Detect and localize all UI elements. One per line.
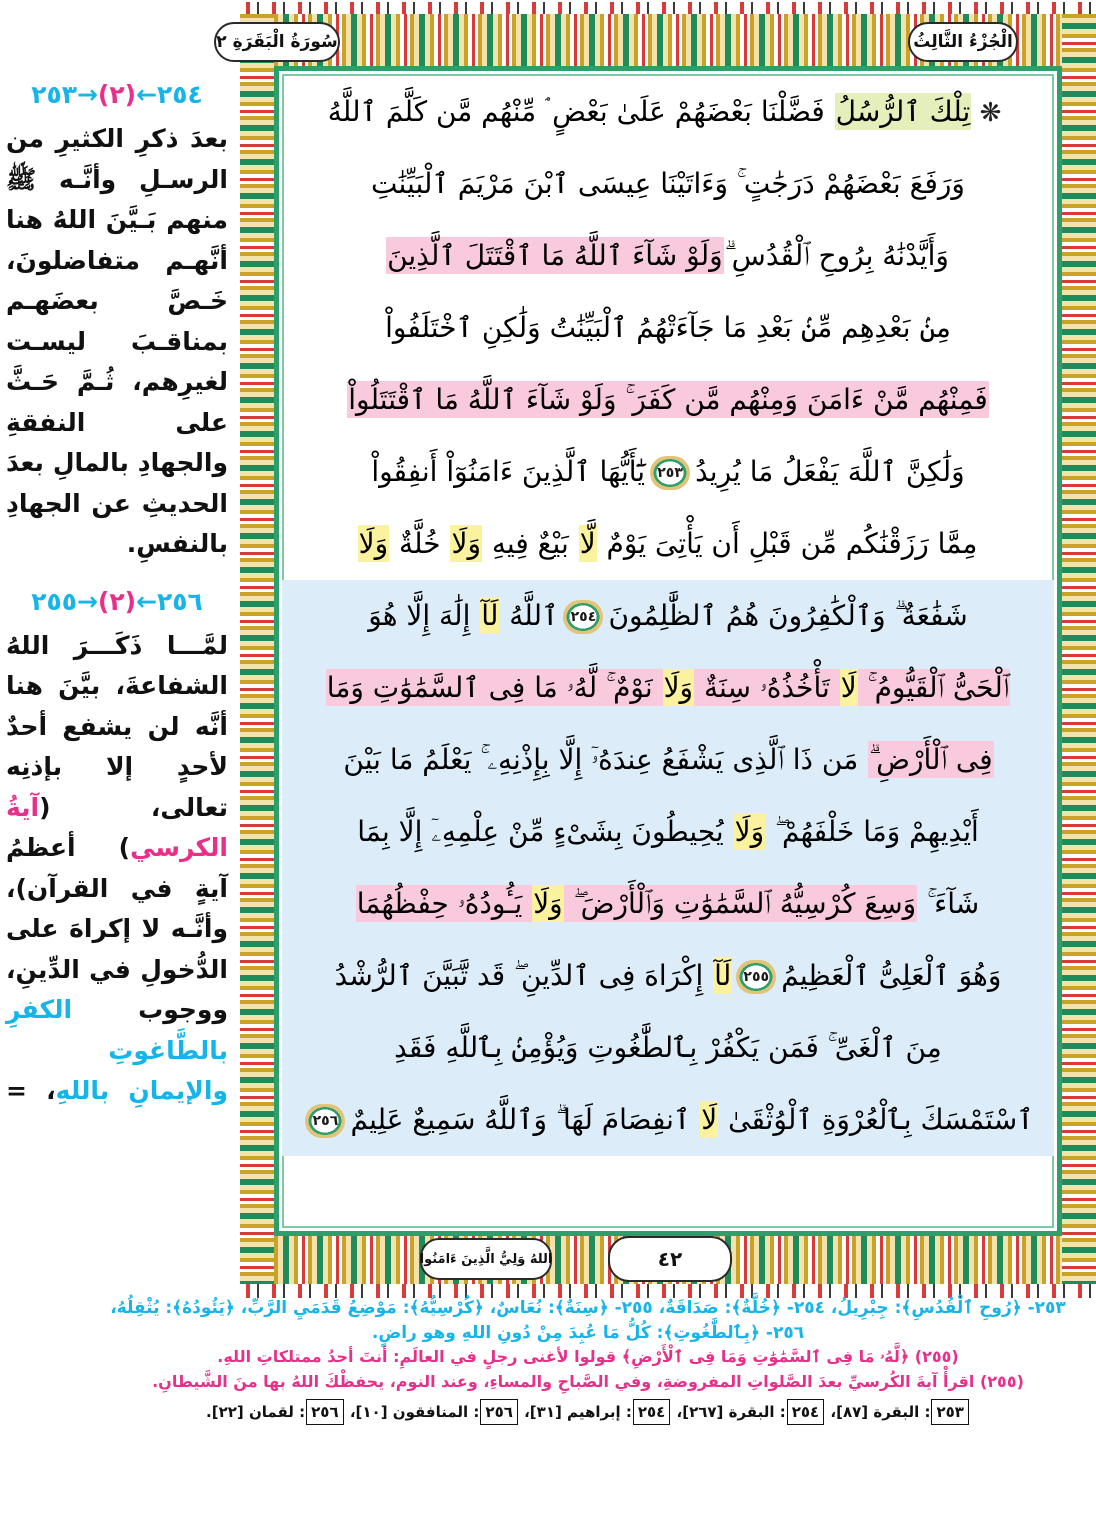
footer-cartouche-right: اللهُ وَلِيُّ الَّذِينَ ءَامَنُوا	[420, 1238, 552, 1280]
quran-line	[282, 652, 1054, 724]
quran-line	[282, 1012, 1054, 1084]
quran-text-segment: نَوْمٌ ۚ لَّهُۥ مَا فِى ٱلسَّمَٰوَٰتِ وَمَا	[326, 671, 662, 704]
footnotes-area	[88, 1296, 1088, 1425]
page-number: ٤٢	[608, 1236, 732, 1282]
surah-number: (٢)	[97, 586, 137, 616]
quran-text-segment: ٱنفِصَامَ لَهَا ۗ وَٱللَّهُ سَمِيعٌ عَلِيمٌ	[350, 1103, 700, 1136]
quran-text-segment: إِكْرَاهَ فِى ٱلدِّينِ ۖ قَد تَّبَيَّنَ ٱلرُّشْدُ	[334, 959, 713, 992]
quran-text-segment: وَسِعَ كُرْسِيُّهُ ٱلسَّمَٰوَٰتِ وَٱلْأَرْضَ ۖ	[564, 887, 917, 920]
quran-text-segment: تِلْكَ ٱلرُّسُلُ	[835, 95, 971, 128]
quran-line	[282, 796, 1054, 868]
quran-text-segment: لَآ	[481, 599, 499, 632]
commentary-block	[0, 80, 236, 565]
quran-text-segment: وَلَا	[533, 887, 563, 920]
quran-text-segment: وَلَا	[663, 671, 694, 704]
quran-text-segment: تَأْخُذُهُۥ سِنَةٌ	[695, 671, 839, 704]
quran-text-segment: شَفَٰعَةٌ ۗ وَٱلْكَٰفِرُونَ هُمُ ٱلظَّٰلِمُونَ	[608, 599, 968, 632]
commentary-block	[0, 587, 236, 1112]
quran-text-segment: خُلَّةٌ	[390, 527, 450, 560]
reference-verse-number: ٢٥٤	[633, 1399, 670, 1425]
quran-text-segment: ٱللَّهُ	[500, 599, 559, 632]
quran-line	[282, 292, 1054, 364]
commentary-span: ، =	[6, 1076, 56, 1105]
quran-text-segment: ٱسْتَمْسَكَ بِٱلْعُرْوَةِ ٱلْوُثْقَىٰ	[719, 1103, 1034, 1136]
footnote-glossary-line: ٢٥٦- ﴿بِٱلطَّٰغُوتِ﴾: كُلُّ مَا عُبِدَ مِنْ دُونِ اللهِ وهو راضٍ.	[371, 1322, 805, 1343]
quran-text-area	[282, 76, 1054, 1224]
quran-line	[282, 580, 1054, 652]
quran-text-segment: شَآءَ ۚ	[918, 887, 980, 920]
quran-text-segment: ٱلْحَىُّ ٱلْقَيُّومُ ۚ	[858, 671, 1010, 704]
surah-number: (٢)	[97, 80, 137, 109]
commentary-span: بعدَ ذكرِ الكثيرِ من الرسـلِ وأنَّـه ﷺ منهم بَـيَّنَ اللهُ هنا أنَّهـم متفاضلونَ، خَـصَّ بعضَهـم بمناقـبَ ليسـت لغيرِهم، ثُـمَّ حَـثَّ على النفقةِ والجهادِ بالمالِ بعدَ الحديثِ عن الجهادِ بالنفسِ.	[6, 124, 228, 558]
quran-text-segment: فَضَّلْنَا بَعْضَهُمْ عَلَىٰ بَعْضٍ ۘ مِّنْهُم مَّن كَلَّمَ ٱللَّهُ	[327, 95, 834, 128]
quran-text-segment: وَأَيَّدْنَٰهُ بِرُوحِ ٱلْقُدُسِ ۗ	[724, 239, 949, 272]
quran-text-segment: مِمَّا رَزَقْنَٰكُم مِّن قَبْلِ أَن يَأْتِىَ يَوْمٌ	[597, 527, 978, 560]
border-ornament-right	[1062, 14, 1096, 1284]
quran-text-segment: وَهُوَ ٱلْعَلِىُّ ٱلْعَظِيمُ	[781, 959, 1002, 992]
commentary-text	[6, 119, 228, 565]
footnote-glossary-line: ٢٥٣- ﴿رُوحِ ٱلْقُدُسِ﴾: جِبْرِيلُ، ٢٥٤- ﴿خُلَّةٌ﴾: صَدَاقَةٌ، ٢٥٥- ﴿سِنَةٌ﴾: نُعَاسٌ، ﴿كُرْسِيُّهُ﴾: مَوْضِعُ قَدَمَيِ الرَّبِّ، ﴿يَئُودُهُ﴾: يُثْقِلُهُ،	[110, 1298, 1066, 1318]
footnote-references-line	[88, 1399, 1088, 1425]
reference-target: : إبراهيم [٣١]،	[518, 1402, 632, 1421]
quran-text-segment: فَمِنْهُم مَّنْ ءَامَنَ وَمِنْهُم مَّن كَفَرَ ۚ وَلَوْ شَآءَ ٱللَّهُ مَا ٱقْتَتَلُواْ	[348, 383, 988, 416]
reference-target: : البقرة [٨٧]،	[825, 1402, 931, 1421]
quran-text-segment: لَا	[840, 671, 857, 704]
quran-text-segment: أَيْدِيهِمْ وَمَا خَلْفَهُمْ ۖ	[766, 815, 979, 848]
surah-title-cartouche: سُورَةُ الْبَقَرَةِ ٢	[214, 22, 340, 62]
quran-text-segment: وَلَا	[451, 527, 481, 560]
quran-line	[282, 1084, 1054, 1156]
quran-line	[282, 76, 1054, 148]
quran-text-segment: يَٰٓأَيُّهَا ٱلَّذِينَ ءَامَنُوٓاْ أَنفِقُواْ	[371, 455, 646, 488]
quran-line	[282, 220, 1054, 292]
quran-line	[282, 436, 1054, 508]
quran-text-segment: وَلَا	[358, 527, 389, 560]
verse-range-header	[6, 587, 228, 616]
quran-text-segment: لَّا	[579, 527, 596, 560]
commentary-span: آيةُ الكرسي	[6, 792, 228, 862]
ayah-number-marker: ٢٥٤	[563, 600, 603, 634]
reference-verse-number: ٢٥٣	[931, 1399, 968, 1425]
commentary-text	[6, 626, 228, 1112]
verse-range-start: ٢٥٦	[157, 586, 203, 616]
verse-range-start: ٢٥٤	[157, 80, 203, 109]
ayah-number-marker: ٢٥٦	[305, 1104, 345, 1138]
commentary-sidebar	[0, 80, 236, 1134]
verse-range-header	[6, 80, 228, 109]
footnote-note-line: (٢٥٥) ﴿لَّهُۥ مَا فِى ٱلسَّمَٰوَٰتِ وَمَا فِى ٱلْأَرْضِ﴾ قولوا لأغنى رجلٍ في العالَمِ: أنتَ أحدُ ممتلكاتِ اللهِ.	[217, 1347, 959, 1367]
arrow-left-icon: ←	[136, 80, 158, 109]
arrow-right-icon: →	[76, 586, 98, 616]
commentary-span: الكفرِ بالطَّاغوتِ والإيمانِ باللهِ	[6, 995, 228, 1105]
quran-line	[282, 724, 1054, 796]
quran-text-segment: مَن ذَا ٱلَّذِى يَشْفَعُ عِندَهُۥٓ إِلَّا بِإِذْنِهِۦ ۚ يَعْلَمُ مَا بَيْنَ	[343, 743, 868, 776]
quran-text-segment: فِى ٱلْأَرْضِ ۗ	[869, 743, 993, 776]
reference-target: : البقرة [٢٦٧]،	[671, 1402, 786, 1421]
quran-text-segment: لَآ	[714, 959, 732, 992]
reference-target: : لقمان [٢٢].	[206, 1402, 306, 1421]
footnote-note-line: (٢٥٥) اقرأْ آيةَ الكُرسيِّ بعدَ الصَّلواتِ المفروضةِ، وفي الصَّباحِ والمساءِ، وعند النوم، يحفظْكَ اللهُ بها منَ الشَّيطانِ.	[152, 1372, 1024, 1392]
quran-text-segment: يُحِيطُونَ بِشَىْءٍ مِّنْ عِلْمِهِۦٓ إِلَّا بِمَا	[357, 815, 733, 848]
ayah-number-marker: ٢٥٣	[650, 456, 690, 490]
quran-text-segment: لَا	[701, 1103, 718, 1136]
quran-text-segment: مِنَ ٱلْغَىِّ ۚ فَمَن يَكْفُرْ بِٱلطَّٰغُوتِ وَيُؤْمِنۢ بِٱللَّهِ فَقَدِ	[394, 1031, 942, 1064]
reference-target: : المنافقون [١٠]،	[344, 1402, 480, 1421]
quran-text-segment: إِلَٰهَ إِلَّا هُوَ	[368, 599, 480, 632]
commentary-span: لمَّـــا ذَكَـــرَ اللهُ الشفاعةَ، بيَّنَ هنا أنَّه لن يشفع أحدٌ لأحدٍ إلا بإذنِه تعالى، (	[6, 630, 228, 822]
quran-text-segment: وَلَا	[734, 815, 765, 848]
border-ornament-left	[240, 14, 274, 1284]
quran-line	[282, 148, 1054, 220]
reference-verse-number: ٢٥٦	[480, 1399, 517, 1425]
reference-verse-number: ٢٥٦	[306, 1399, 343, 1425]
commentary-span: ) أعظمُ آيةٍ في القرآن)، وأنَّـه لا إكراهَ على الدُّخولِ في الدِّينِ، ووجوب	[6, 833, 228, 1024]
quran-text-segment: مِنۢ بَعْدِهِم مِّنۢ بَعْدِ مَا جَآءَتْهُمُ ٱلْبَيِّنَٰتُ وَلَٰكِنِ ٱخْتَلَفُواْ	[385, 311, 951, 344]
rub-el-hizb-icon: ❋	[979, 98, 1001, 128]
quran-text-segment: وَرَفَعَ بَعْضَهُمْ دَرَجَٰتٍ ۚ وَءَاتَيْنَا عِيسَى ٱبْنَ مَرْيَمَ ٱلْبَيِّنَٰتِ	[371, 167, 965, 200]
quran-text-segment: وَلَوْ شَآءَ ٱللَّهُ مَا ٱقْتَتَلَ ٱلَّذِينَ	[387, 239, 723, 272]
verse-range-end: ٢٥٣	[31, 80, 77, 109]
quran-text-segment: بَيْعٌ فِيهِ	[482, 527, 578, 560]
verse-range-end: ٢٥٥	[31, 586, 77, 616]
quran-text-segment: وَلَٰكِنَّ ٱللَّهَ يَفْعَلُ مَا يُرِيدُ	[695, 455, 965, 488]
quran-line	[282, 868, 1054, 940]
juz-title-cartouche: الْجُزْءُ الثَّالِثُ	[908, 22, 1018, 62]
ayah-number-marker: ٢٥٥	[736, 960, 776, 994]
arrow-right-icon: →	[76, 80, 98, 109]
quran-text-segment: يَـُٔودُهُۥ حِفْظُهُمَا	[356, 887, 532, 920]
arrow-left-icon: ←	[136, 586, 158, 616]
quran-line	[282, 940, 1054, 1012]
reference-verse-number: ٢٥٤	[787, 1399, 824, 1425]
quran-line	[282, 364, 1054, 436]
quran-line	[282, 508, 1054, 580]
